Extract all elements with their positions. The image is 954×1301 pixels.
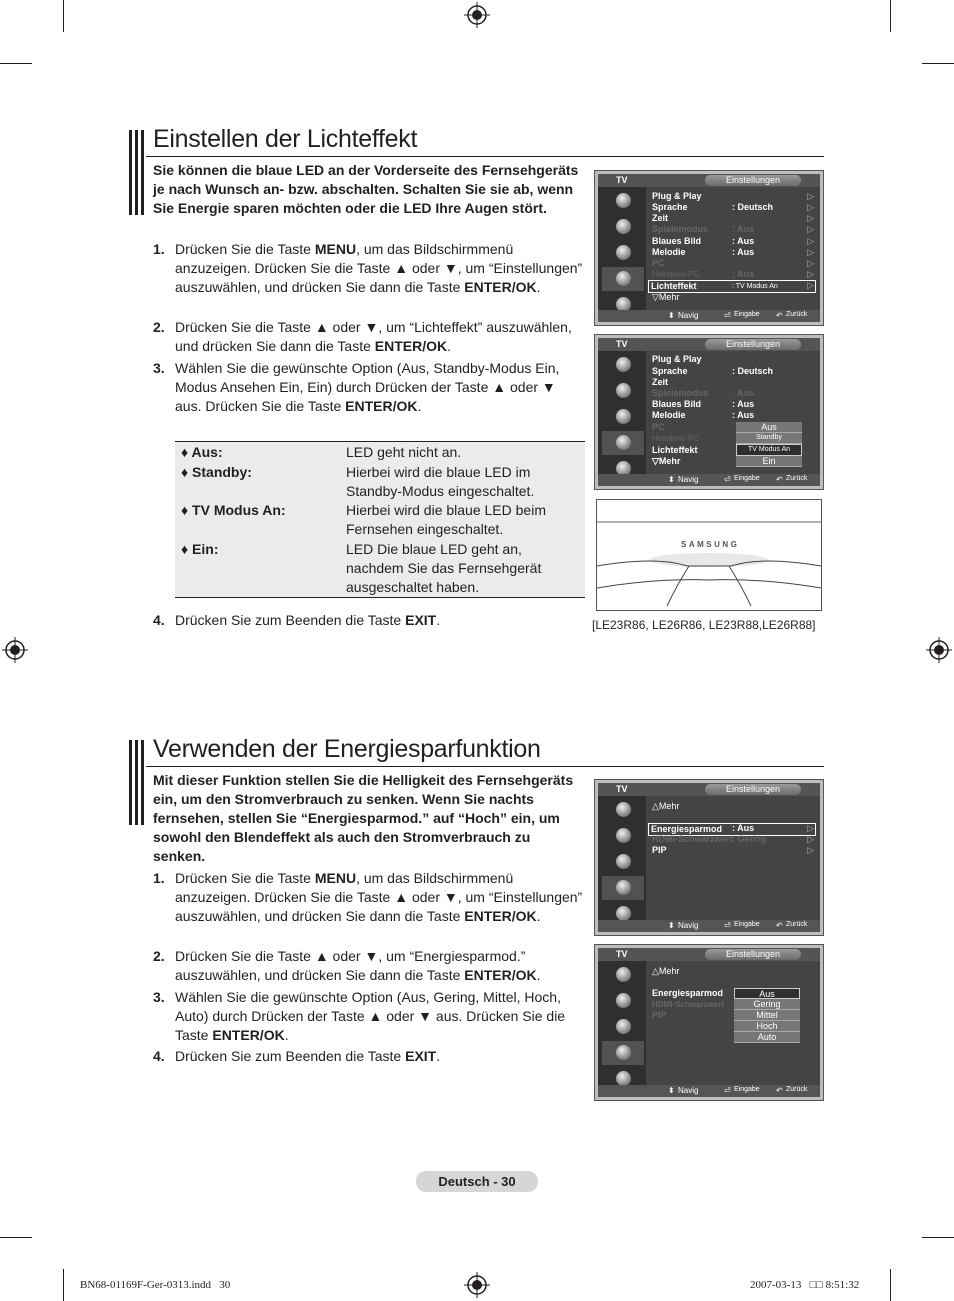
step-text: , um das Bildschirmmenü anzuzeigen. Drücken Sie die Taste ▲ oder ▼, um “Einstellungen” auszuwählen, und drücken Sie dann die Taste [175, 241, 583, 295]
osd-tv-label: TV [616, 949, 628, 959]
sound-icon [602, 215, 644, 239]
date-slug: 2007-03-13 □□ 8:51:32 [750, 1279, 860, 1291]
sound-icon [602, 379, 644, 403]
arrow-right-icon: ▷ [807, 191, 814, 201]
section-rule [146, 156, 824, 157]
option-value: LED Die blaue LED geht an, nachdem Sie das Fernsehgerät ausgeschaltet haben. [346, 541, 542, 595]
option-key: ♦ Ein: [181, 541, 219, 557]
osd-footer-nav: Navig [678, 921, 699, 930]
menu-item: △Mehr [652, 801, 680, 811]
key-label: ENTER/OK [464, 967, 537, 983]
osd-footer-nav: Navig [678, 1086, 699, 1095]
navigate-icon: ⬍ [668, 475, 675, 484]
menu-item: Blaues Bild [652, 399, 702, 409]
step-text: Drücken Sie zum Beenden die Taste [175, 1048, 406, 1064]
osd-screen [594, 170, 824, 326]
osd-footer [598, 474, 820, 486]
option-value: Hierbei wird die blaue LED beim Fernsehen eingeschaltet. [346, 502, 546, 537]
tv-outline-icon [597, 500, 821, 610]
menu-item: PC [652, 258, 665, 268]
step-4 [153, 611, 583, 630]
key-label: EXIT [405, 612, 437, 628]
navigate-icon: ⬍ [668, 921, 675, 930]
step-1 [153, 869, 583, 926]
osd-sidebar [598, 961, 646, 1085]
step-text: Wählen Sie die gewünschte Option (Aus, Gering, Mittel, Hoch, Auto) durch Drücken der Taste ▲ oder ▼ aus. Drücken Sie die Taste [175, 989, 566, 1043]
osd-footer [598, 310, 820, 322]
step-text: . [536, 967, 541, 983]
arrow-right-icon: ▷ [807, 269, 814, 279]
channel-icon [602, 405, 644, 429]
section-bar [129, 740, 145, 825]
registration-mark-icon [464, 1272, 490, 1298]
osd-footer-enter: Eingabe [734, 921, 760, 928]
section-intro: Mit dieser Funktion stellen Sie die Helligkeit des Fernsehgeräts ein, um den Stromverbrauch zu senken. Wenn Sie nachts fernsehen, stellen Sie “Energiesparmod.” auf “Hoch” ein, um sowohl den Blendeffekt als auch den Stromverbrauch zu senken. [153, 772, 574, 864]
setup-icon [602, 431, 644, 455]
menu-item: Melodie [652, 247, 686, 257]
picture-icon [602, 189, 644, 213]
tv-illustration [596, 499, 822, 611]
enter-icon: ⏎ [724, 311, 731, 320]
channel-icon [602, 1015, 644, 1039]
setup-icon [602, 1041, 644, 1065]
arrow-right-icon: ▷ [807, 202, 814, 212]
osd-menu [646, 961, 820, 1085]
menu-item: PIP [652, 1010, 667, 1020]
enter-icon: ⏎ [724, 1086, 731, 1095]
step-3 [153, 988, 583, 1045]
menu-value: : Aus [732, 224, 755, 234]
crop-mark [890, 1269, 891, 1301]
navigate-icon: ⬍ [668, 1086, 675, 1095]
option-row [181, 540, 581, 597]
key-label: MENU [314, 870, 357, 886]
arrow-right-icon: ▷ [807, 845, 814, 855]
menu-value: : TV Modus An [732, 283, 778, 290]
menu-item: ▽Mehr [652, 292, 680, 302]
osd-menu [646, 351, 820, 474]
arrow-right-icon: ▷ [807, 823, 814, 833]
dropdown-option-selected[interactable]: Aus [734, 988, 800, 999]
option-row [181, 501, 581, 539]
osd-header: Einstellungen [705, 339, 801, 350]
key-label: EXIT [405, 1048, 437, 1064]
menu-item: Spielemodus [652, 388, 709, 398]
crop-mark [890, 0, 891, 32]
menu-item: Sprache [652, 202, 688, 212]
return-icon: ↶ [776, 311, 783, 320]
step-text: . [536, 908, 541, 924]
menu-value: : Gering [732, 834, 767, 844]
key-label: ENTER/OK [464, 279, 537, 295]
step-3 [153, 359, 583, 416]
navigate-icon: ⬍ [668, 311, 675, 320]
option-key: ♦ TV Modus An: [181, 502, 286, 518]
step-text: Drücken Sie die Taste [175, 870, 315, 886]
step-text: Drücken Sie zum Beenden die Taste [175, 612, 406, 628]
menu-item: PIP [652, 845, 667, 855]
menu-item: Plug & Play [652, 354, 702, 364]
arrow-right-icon: ▷ [807, 236, 814, 246]
osd-footer-back: Zurück [786, 475, 808, 482]
key-label: ENTER/OK [212, 1027, 285, 1043]
option-row [181, 463, 581, 501]
key-label: ENTER/OK [464, 908, 537, 924]
option-row [181, 443, 581, 462]
options-table [175, 441, 585, 598]
dropdown-option-selected[interactable]: TV Modus An [736, 444, 802, 456]
crop-mark [922, 1237, 954, 1238]
dropdown-option[interactable]: Hoch [734, 1021, 800, 1032]
menu-value: : Aus [732, 823, 755, 833]
tv-brand-logo: SAMSUNG [681, 540, 740, 549]
crop-mark [0, 63, 32, 64]
menu-item: Plug & Play [652, 191, 702, 201]
step-2 [153, 947, 583, 985]
step-number: 2. [153, 319, 165, 335]
step-4 [153, 1047, 583, 1066]
menu-item: Heimkino-PC [652, 434, 700, 443]
step-number: 1. [153, 241, 165, 257]
registration-mark-icon [926, 637, 952, 663]
step-text: . [436, 612, 441, 628]
registration-mark-icon [464, 2, 490, 28]
key-label: MENU [314, 241, 357, 257]
return-icon: ↶ [776, 1086, 783, 1095]
menu-item: Lichteffekt [652, 445, 698, 455]
osd-menu [646, 187, 820, 310]
menu-value: : Aus [732, 399, 755, 409]
section-rule [146, 766, 824, 767]
picture-icon [602, 963, 644, 987]
menu-item: Spielemodus [652, 224, 709, 234]
picture-icon [602, 353, 644, 377]
step-number: 1. [153, 870, 165, 886]
menu-value: : Deutsch [732, 366, 774, 376]
osd-sidebar [598, 187, 646, 310]
channel-icon [602, 850, 644, 874]
crop-mark [922, 63, 954, 64]
menu-item: PC [652, 422, 665, 432]
osd-header: Einstellungen [705, 949, 801, 960]
menu-item: Heimkino-PC [652, 270, 700, 279]
osd-header: Einstellungen [705, 784, 801, 795]
option-key: ♦ Aus: [181, 444, 223, 460]
key-label: ENTER/OK [345, 398, 418, 414]
file-slug: BN68-01169F-Ger-0313.indd 30 [80, 1279, 231, 1291]
enter-icon: ⏎ [724, 475, 731, 484]
crop-mark [63, 0, 64, 32]
sound-icon [602, 824, 644, 848]
step-text: . [284, 1027, 289, 1043]
enter-icon: ⏎ [724, 921, 731, 930]
return-icon: ↶ [776, 475, 783, 484]
section-intro: Sie können die blaue LED an der Vorderseite des Fernsehgeräts je nach Wunsch an- bzw. abschalten. Schalten Sie sie ab, wenn Sie Energie sparen möchten oder die LED Ihre Augen stört. [153, 162, 579, 216]
osd-menu [646, 796, 820, 920]
menu-value: : Aus [732, 247, 755, 257]
crop-mark [63, 1269, 64, 1301]
option-value: LED geht nicht an. [346, 444, 462, 460]
menu-value: : Aus [732, 410, 755, 420]
menu-item: Sprache [652, 366, 688, 376]
osd-footer-nav: Navig [678, 475, 699, 484]
arrow-right-icon: ▷ [807, 834, 814, 844]
setup-icon [602, 876, 644, 900]
osd-footer-enter: Eingabe [734, 311, 760, 318]
step-number: 4. [153, 612, 165, 628]
osd-footer-enter: Eingabe [734, 1086, 760, 1093]
registration-mark-icon [2, 637, 28, 663]
menu-item: Zeit [652, 213, 669, 223]
key-label: ENTER/OK [374, 338, 448, 354]
option-key: ♦ Standby: [181, 464, 252, 480]
dropdown-option[interactable]: Auto [734, 1032, 800, 1043]
osd-screen [594, 334, 824, 490]
step-1 [153, 240, 583, 297]
step-text: , um das Bildschirmmenü anzuzeigen. Drücken Sie die Taste ▲ oder ▼, um “Einstellungen” auszuwählen, und drücken Sie dann die Taste [175, 870, 583, 924]
section-bar [129, 130, 145, 215]
osd-footer-back: Zurück [786, 921, 808, 928]
section-title: Verwenden der Energiesparfunktion [153, 735, 541, 763]
dropdown-option[interactable]: Mittel [734, 1010, 800, 1021]
arrow-right-icon: ▷ [807, 213, 814, 223]
osd-footer-back: Zurück [786, 311, 808, 318]
dropdown-option[interactable]: Ein [736, 456, 802, 467]
step-number: 3. [153, 989, 165, 1005]
dropdown-option[interactable]: Aus [736, 422, 802, 433]
menu-value: : Deutsch [732, 202, 774, 212]
menu-item: Zeit [652, 377, 669, 387]
sound-icon [602, 989, 644, 1013]
menu-item-selected: Lichteffekt [648, 280, 816, 293]
menu-item: Blaues Bild [652, 236, 702, 246]
menu-value: : Aus [732, 388, 755, 398]
osd-sidebar [598, 796, 646, 920]
option-value: Hierbei wird die blaue LED im Standby-Modus eingeschaltet. [346, 464, 535, 499]
arrow-right-icon: ▷ [807, 258, 814, 268]
menu-item: Melodie [652, 410, 686, 420]
osd-tv-label: TV [616, 784, 628, 794]
menu-item: ▽Mehr [652, 456, 681, 466]
step-text: . [536, 279, 541, 295]
arrow-right-icon: ▷ [807, 247, 814, 257]
step-text: . [436, 1048, 441, 1064]
dropdown-option[interactable]: Standby [736, 433, 802, 444]
step-2 [153, 318, 583, 356]
menu-item: Energiesparmod [652, 988, 724, 998]
menu-value: : Aus [732, 236, 755, 246]
osd-screen [594, 944, 824, 1101]
arrow-right-icon: ▷ [807, 280, 814, 290]
osd-screen [594, 779, 824, 936]
return-icon: ↶ [776, 921, 783, 930]
channel-icon [602, 241, 644, 265]
menu-item-selected: Energiesparmod [648, 823, 816, 836]
step-number: 2. [153, 948, 165, 964]
menu-item: △Mehr [652, 966, 680, 976]
osd-header: Einstellungen [705, 175, 801, 186]
model-caption: [LE23R86, LE26R86, LE23R88,LE26R88] [592, 618, 816, 632]
menu-item: HDMI-Schwarzwert [652, 1000, 725, 1009]
arrow-right-icon: ▷ [807, 224, 814, 234]
step-number: 4. [153, 1048, 165, 1064]
step-text: Drücken Sie die Taste [175, 241, 315, 257]
page-number: Deutsch - 30 [416, 1171, 538, 1192]
dropdown-option[interactable]: Gering [734, 999, 800, 1010]
osd-footer-back: Zurück [786, 1086, 808, 1093]
step-text: . [417, 398, 422, 414]
step-text: Drücken Sie die Taste ▲ oder ▼, um “Lichteffekt” auszuwählen, und drücken Sie dann die Taste [175, 319, 572, 354]
setup-icon [602, 267, 644, 291]
step-text: Drücken Sie die Taste ▲ oder ▼, um “Energiesparmod.” auszuwählen, und drücken Sie dann die Taste [175, 948, 526, 983]
crop-mark [0, 1237, 32, 1238]
osd-footer [598, 920, 820, 932]
osd-tv-label: TV [616, 339, 628, 349]
menu-item: HDMI-Schwarzwert [652, 834, 734, 844]
osd-footer [598, 1085, 820, 1097]
picture-icon [602, 798, 644, 822]
osd-sidebar [598, 351, 646, 474]
section-title: Einstellen der Lichteffekt [153, 125, 418, 153]
step-text: Wählen Sie die gewünschte Option (Aus, Standby-Modus Ein, Modus Ansehen Ein, Ein) durch Drücken der Taste ▲ oder ▼ aus. Drücken Sie die Taste [175, 360, 560, 414]
osd-footer-nav: Navig [678, 311, 699, 320]
osd-tv-label: TV [616, 175, 628, 185]
menu-value: : Aus [732, 269, 755, 279]
osd-footer-enter: Eingabe [734, 475, 760, 482]
step-number: 3. [153, 360, 165, 376]
step-text: . [447, 338, 452, 354]
